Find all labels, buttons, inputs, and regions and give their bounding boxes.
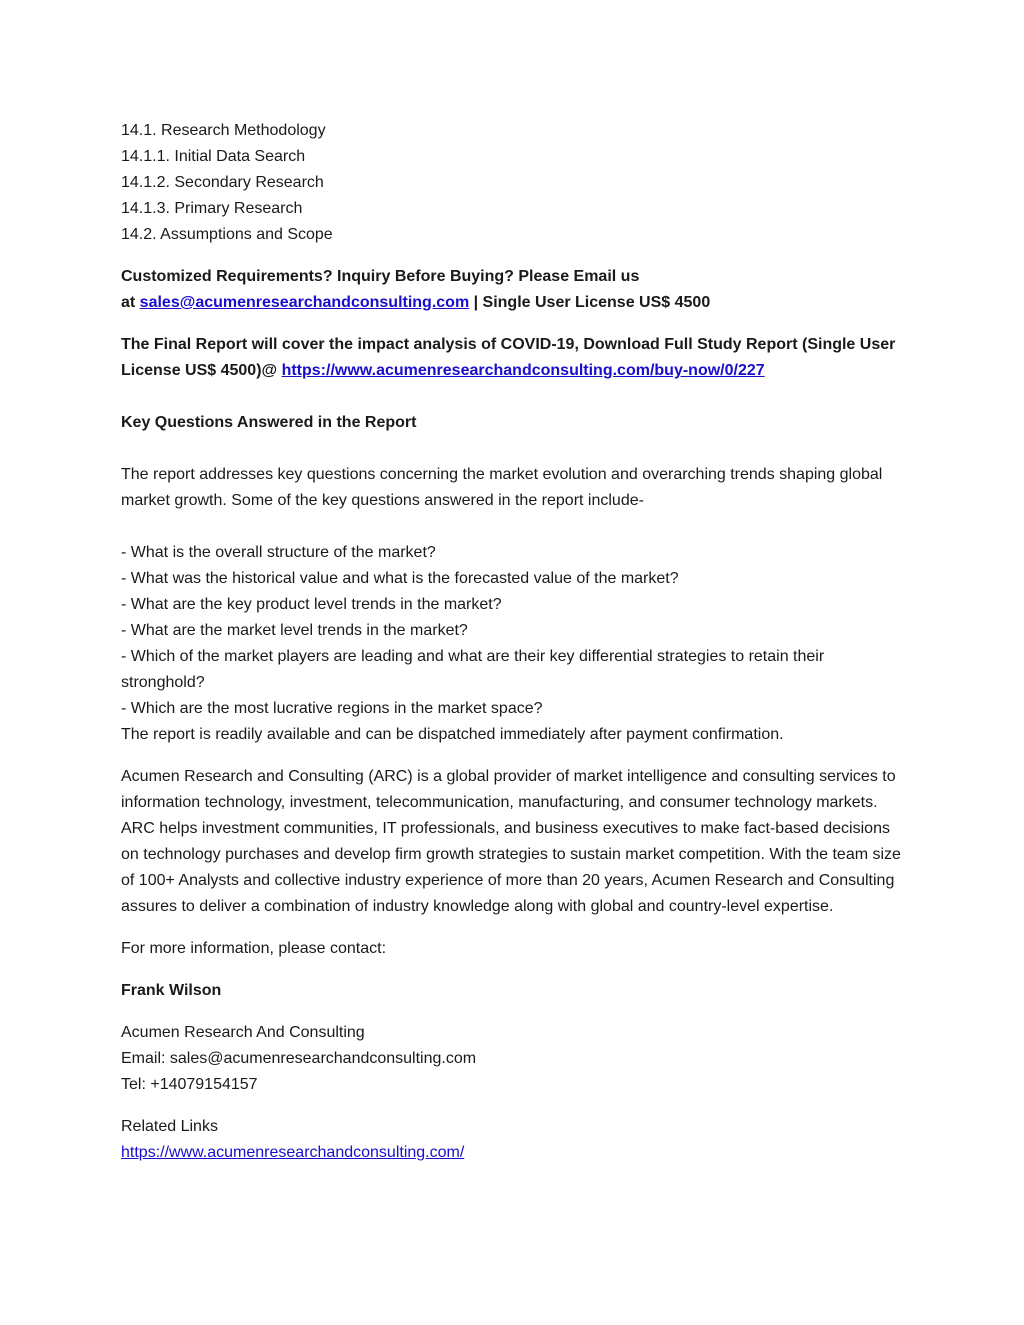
about-paragraph: Acumen Research and Consulting (ARC) is a global provider of market intelligence and consulting services to information technology, investment, telecommunication, manufacturing, and consumer technology markets. ARC helps investment communities, IT professionals, and business executives to make fact-based decisions on technology purchases and develop firm growth strategies to sustain market competition. With the team size of 100+ Analysts and collective industry experience of more than 20 years, Acumen Research and Consulting assures to deliver a combination of industry knowledge along with global and country-level expertise. [121, 768, 901, 915]
related-links [121, 1114, 911, 1166]
questions-list [121, 540, 911, 748]
contact-tel: Tel: +14079154157 [121, 1076, 258, 1093]
list-item: - Which are the most lucrative regions in the market space? [121, 700, 543, 717]
sales-email-link[interactable]: sales@acumenresearchandconsulting.com [139, 294, 470, 311]
contact-email: Email: sales@acumenresearchandconsulting.com [121, 1050, 477, 1067]
list-item: - What is the overall structure of the market? [121, 544, 436, 561]
related-links-label: Related Links [121, 1118, 218, 1135]
inquiry-block [121, 264, 911, 316]
inquiry-prefix: at [121, 294, 140, 311]
key-questions-heading: Key Questions Answered in the Report [121, 414, 417, 431]
table-of-contents [121, 118, 911, 248]
toc-item: 14.1. Research Methodology [121, 122, 326, 139]
contact-name: Frank Wilson [121, 982, 222, 999]
availability-note: The report is readily available and can be dispatched immediately after payment confirmation. [121, 726, 784, 743]
toc-item: 14.1.2. Secondary Research [121, 174, 324, 191]
inquiry-line: Customized Requirements? Inquiry Before Buying? Please Email us [121, 268, 640, 285]
list-item: - What are the market level trends in the market? [121, 622, 468, 639]
toc-item: 14.1.1. Initial Data Search [121, 148, 306, 165]
final-report-block [121, 332, 911, 384]
contact-company: Acumen Research And Consulting [121, 1024, 365, 1041]
website-link[interactable]: https://www.acumenresearchandconsulting.com/ [121, 1144, 465, 1161]
contact-intro: For more information, please contact: [121, 940, 387, 957]
inquiry-line-2 [121, 290, 911, 316]
intro-paragraph: The report addresses key questions concerning the market evolution and overarching trends shaping global market growth. Some of the key questions answered in the report include- [121, 466, 883, 509]
toc-item: 14.2. Assumptions and Scope [121, 226, 333, 243]
list-item: - What are the key product level trends in the market? [121, 596, 502, 613]
inquiry-suffix: | Single User License US$ 4500 [469, 294, 711, 311]
toc-item: 14.1.3. Primary Research [121, 200, 303, 217]
buy-now-link[interactable]: https://www.acumenresearchandconsulting.com/buy-now/0/227 [281, 362, 765, 379]
list-item: - What was the historical value and what is the forecasted value of the market? [121, 570, 679, 587]
final-report-text: The Final Report will cover the impact analysis of COVID-19, Download Full Study Report (Single User License US$ 4500)@ [121, 336, 896, 379]
document-page [121, 118, 911, 1166]
contact-details [121, 1020, 911, 1098]
list-item: - Which of the market players are leading and what are their key differential strategies to retain their stronghold? [121, 648, 825, 691]
